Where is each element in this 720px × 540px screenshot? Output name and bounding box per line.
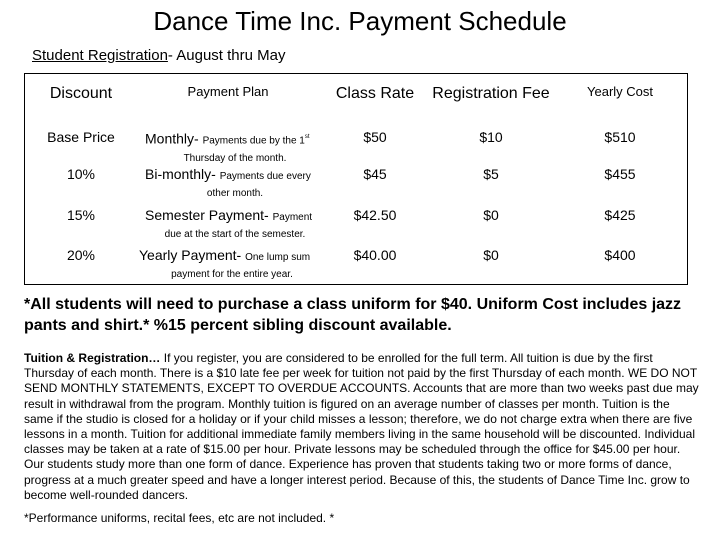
header-discount: Discount bbox=[49, 85, 113, 102]
row-1-plan-desc-a: Payments due every bbox=[219, 171, 311, 182]
row-0-yearly-cost: $510 bbox=[604, 129, 636, 145]
uniform-note: *All students will need to purchase a class uniform for $40. Uniform Cost includes jazz pants and shirt.* %15 percent sibling discount available. bbox=[24, 296, 682, 334]
row-1-plan bbox=[145, 166, 325, 202]
row-0-class-rate: $50 bbox=[363, 129, 387, 145]
subtitle bbox=[32, 47, 285, 64]
row-1-plan-name: Bi-monthly- bbox=[145, 166, 216, 182]
tuition-text: If you register, you are considered to be enrolled for the full term. All tuition is due by the first Thursday of each month. There is a $10 late fee per week for tuition not paid by the first Thursday of each month. WE DO NOT SEND MONTHLY STATEMENTS, EXCEPT TO OVERDUE ACCOUNTS. Accounts that are more than two weeks past due may result in withdrawal from the program. Monthly tuition is figured on an average number of classes per month. Tuition is the same if the studio is closed for a holiday or if your child misses a lesson; therefore, we do not charge extra when there are five lessons in a month. Tuition for additional immediate family members living in the same household will be discounted. Individual classes may be taken at a rate of $15.00 per hour. Private lessons may be scheduled through the office for $45.00 per hour. Our students study more than one form of dance. Experience has proven that students taking two or more forms of dance, progress at a much greater speed and have a longer interest period. Because of this, the students of Dance Time Inc. grow to become well-rounded dancers. bbox=[24, 351, 699, 502]
header-yearly-cost: Yearly Cost bbox=[587, 84, 653, 99]
header-payment-plan: Payment Plan bbox=[187, 84, 269, 99]
row-2-plan-name: Semester Payment- bbox=[145, 207, 269, 223]
payment-table bbox=[24, 73, 688, 285]
row-2-class-rate: $42.50 bbox=[353, 207, 397, 223]
row-2-plan bbox=[145, 207, 325, 243]
row-1-registration-fee: $5 bbox=[483, 166, 499, 182]
row-0-plan-desc-a: Payments due by the 1 bbox=[202, 135, 305, 147]
row-2-plan-desc-a: Payment bbox=[272, 212, 313, 223]
footnote: *Performance uniforms, recital fees, etc are not included. * bbox=[24, 511, 335, 525]
tuition-paragraph bbox=[24, 351, 700, 503]
row-2-plan-desc-b: due at the start of the semester. bbox=[164, 229, 306, 240]
page-title: Dance Time Inc. Payment Schedule bbox=[153, 6, 567, 36]
row-3-discount: 20% bbox=[66, 247, 96, 263]
row-3-plan-name: Yearly Payment- bbox=[139, 247, 242, 263]
header-registration-fee: Registration Fee bbox=[432, 85, 550, 102]
subtitle-rest: - August thru May bbox=[167, 47, 286, 64]
tuition-lead: Tuition & Registration… bbox=[24, 351, 161, 365]
row-0-plan bbox=[145, 129, 325, 167]
row-1-discount: 10% bbox=[66, 166, 96, 182]
row-3-plan bbox=[139, 247, 325, 283]
row-2-yearly-cost: $425 bbox=[604, 207, 636, 223]
row-1-plan-desc-b: other month. bbox=[206, 188, 264, 199]
subtitle-underlined: Student Registration bbox=[32, 47, 168, 64]
row-0-discount: Base Price bbox=[47, 129, 115, 145]
row-0-plan-name: Monthly- bbox=[145, 130, 199, 147]
row-3-yearly-cost: $400 bbox=[604, 247, 636, 263]
row-2-registration-fee: $0 bbox=[483, 207, 499, 223]
row-3-class-rate: $40.00 bbox=[353, 247, 397, 263]
row-3-registration-fee: $0 bbox=[483, 247, 499, 263]
row-0-plan-desc-b: Thursday of the month. bbox=[183, 152, 287, 164]
row-3-plan-desc-a: One lump sum bbox=[245, 252, 311, 263]
header-class-rate: Class Rate bbox=[335, 85, 415, 102]
row-3-plan-desc-b: payment for the entire year. bbox=[171, 269, 293, 280]
row-1-class-rate: $45 bbox=[363, 166, 387, 182]
row-0-plan-sup: st bbox=[304, 134, 310, 140]
row-1-yearly-cost: $455 bbox=[604, 166, 636, 182]
row-0-registration-fee: $10 bbox=[479, 129, 503, 145]
row-2-discount: 15% bbox=[66, 207, 96, 223]
